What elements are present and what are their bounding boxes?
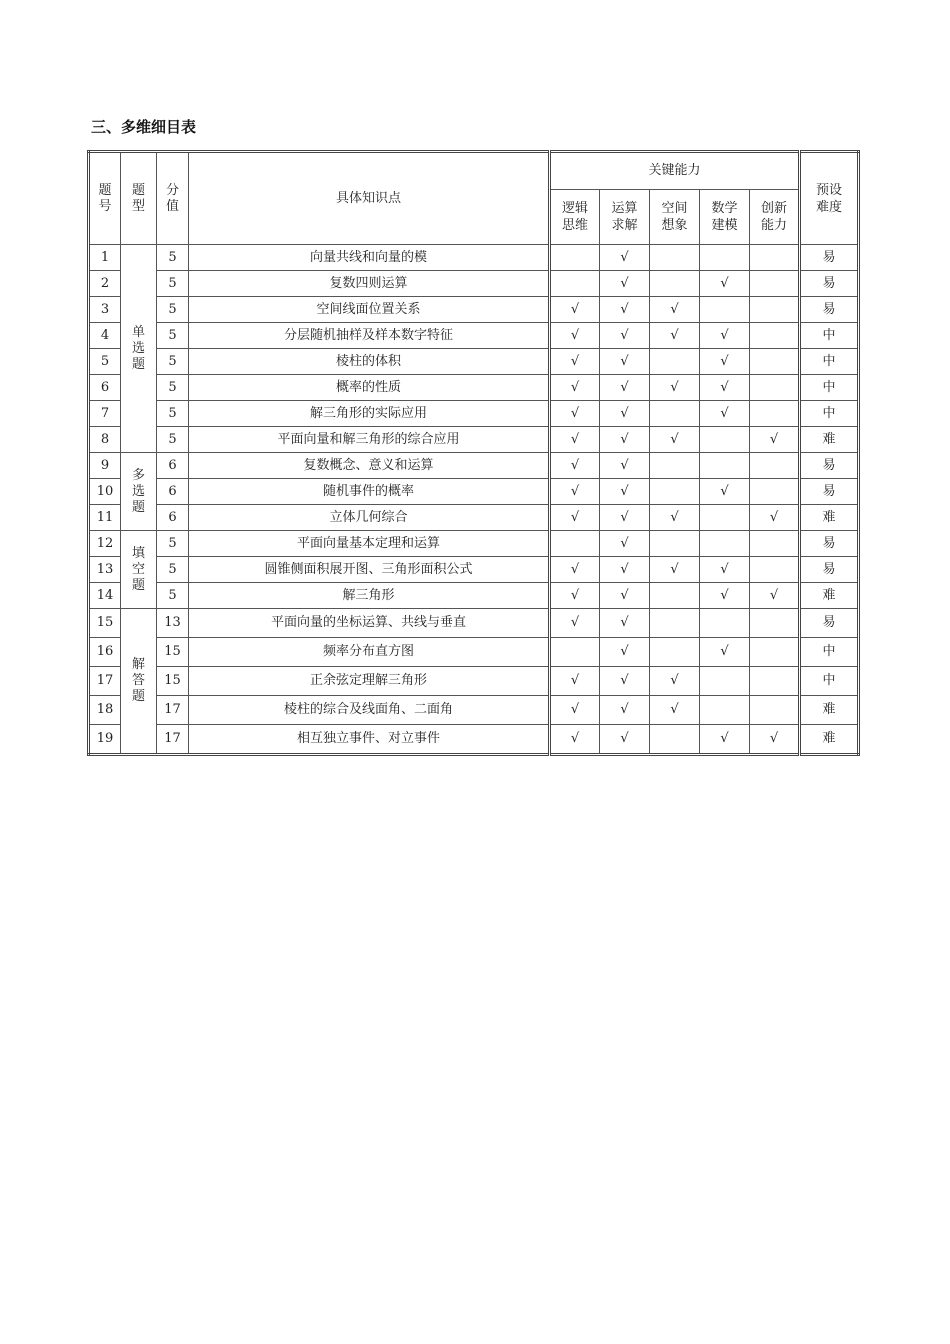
header-num: 题号 bbox=[89, 152, 121, 245]
header-ability: 运算求解 bbox=[600, 190, 650, 245]
question-number: 14 bbox=[89, 583, 121, 609]
score-value: 5 bbox=[157, 323, 189, 349]
ability-check bbox=[750, 271, 800, 297]
header-ability: 数学建模 bbox=[700, 190, 750, 245]
table-row bbox=[89, 349, 859, 375]
table-row bbox=[89, 667, 859, 696]
ability-check bbox=[750, 696, 800, 725]
ability-check: √ bbox=[550, 609, 600, 638]
ability-check bbox=[750, 297, 800, 323]
ability-check: √ bbox=[750, 427, 800, 453]
ability-check: √ bbox=[600, 297, 650, 323]
score-value: 6 bbox=[157, 479, 189, 505]
ability-check: √ bbox=[600, 375, 650, 401]
ability-check: √ bbox=[600, 583, 650, 609]
ability-check: √ bbox=[550, 427, 600, 453]
ability-check: √ bbox=[600, 531, 650, 557]
knowledge-point: 棱柱的综合及线面角、二面角 bbox=[189, 696, 550, 725]
question-number: 11 bbox=[89, 505, 121, 531]
ability-check bbox=[700, 245, 750, 271]
ability-check bbox=[750, 557, 800, 583]
ability-check bbox=[650, 271, 700, 297]
score-value: 5 bbox=[157, 401, 189, 427]
ability-check: √ bbox=[550, 505, 600, 531]
knowledge-point: 立体几何综合 bbox=[189, 505, 550, 531]
difficulty-level: 中 bbox=[800, 323, 859, 349]
question-type: 填空题 bbox=[121, 531, 157, 609]
ability-check: √ bbox=[650, 375, 700, 401]
ability-check bbox=[750, 453, 800, 479]
ability-check: √ bbox=[550, 725, 600, 755]
ability-check: √ bbox=[550, 349, 600, 375]
ability-check: √ bbox=[700, 401, 750, 427]
table-row bbox=[89, 401, 859, 427]
ability-check bbox=[550, 531, 600, 557]
difficulty-level: 难 bbox=[800, 505, 859, 531]
difficulty-level: 中 bbox=[800, 375, 859, 401]
difficulty-level: 难 bbox=[800, 696, 859, 725]
ability-check: √ bbox=[600, 271, 650, 297]
ability-check: √ bbox=[600, 557, 650, 583]
difficulty-level: 易 bbox=[800, 297, 859, 323]
difficulty-level: 易 bbox=[800, 245, 859, 271]
ability-check bbox=[650, 583, 700, 609]
question-number: 18 bbox=[89, 696, 121, 725]
score-value: 13 bbox=[157, 609, 189, 638]
header-score: 分值 bbox=[157, 152, 189, 245]
ability-check bbox=[650, 725, 700, 755]
score-value: 6 bbox=[157, 505, 189, 531]
question-number: 2 bbox=[89, 271, 121, 297]
ability-check: √ bbox=[550, 583, 600, 609]
difficulty-level: 中 bbox=[800, 349, 859, 375]
score-value: 5 bbox=[157, 245, 189, 271]
table-row bbox=[89, 479, 859, 505]
ability-check: √ bbox=[550, 667, 600, 696]
question-type: 单选题 bbox=[121, 245, 157, 453]
table-body bbox=[89, 152, 859, 755]
question-number: 13 bbox=[89, 557, 121, 583]
difficulty-level: 易 bbox=[800, 609, 859, 638]
difficulty-level: 难 bbox=[800, 725, 859, 755]
question-number: 3 bbox=[89, 297, 121, 323]
ability-check: √ bbox=[550, 375, 600, 401]
ability-check bbox=[650, 401, 700, 427]
question-number: 10 bbox=[89, 479, 121, 505]
knowledge-point: 空间线面位置关系 bbox=[189, 297, 550, 323]
ability-check: √ bbox=[600, 667, 650, 696]
ability-check: √ bbox=[650, 505, 700, 531]
ability-check: √ bbox=[550, 696, 600, 725]
score-value: 5 bbox=[157, 583, 189, 609]
ability-check: √ bbox=[600, 453, 650, 479]
knowledge-point: 棱柱的体积 bbox=[189, 349, 550, 375]
ability-check: √ bbox=[700, 638, 750, 667]
ability-check bbox=[750, 349, 800, 375]
score-value: 5 bbox=[157, 349, 189, 375]
table-row bbox=[89, 323, 859, 349]
knowledge-point: 平面向量和解三角形的综合应用 bbox=[189, 427, 550, 453]
ability-check: √ bbox=[700, 479, 750, 505]
table-row bbox=[89, 638, 859, 667]
knowledge-point: 解三角形的实际应用 bbox=[189, 401, 550, 427]
table-row bbox=[89, 297, 859, 323]
ability-check: √ bbox=[600, 427, 650, 453]
difficulty-level: 易 bbox=[800, 271, 859, 297]
question-number: 19 bbox=[89, 725, 121, 755]
score-value: 17 bbox=[157, 725, 189, 755]
knowledge-point: 圆锥侧面积展开图、三角形面积公式 bbox=[189, 557, 550, 583]
ability-check: √ bbox=[700, 349, 750, 375]
table-row bbox=[89, 609, 859, 638]
knowledge-point: 随机事件的概率 bbox=[189, 479, 550, 505]
ability-check: √ bbox=[550, 453, 600, 479]
table-row bbox=[89, 696, 859, 725]
ability-check bbox=[700, 609, 750, 638]
ability-check: √ bbox=[700, 271, 750, 297]
ability-check: √ bbox=[700, 375, 750, 401]
ability-check bbox=[700, 297, 750, 323]
score-value: 5 bbox=[157, 271, 189, 297]
ability-check: √ bbox=[700, 323, 750, 349]
header-knowledge: 具体知识点 bbox=[189, 152, 550, 245]
ability-check bbox=[750, 638, 800, 667]
question-number: 8 bbox=[89, 427, 121, 453]
question-type: 多选题 bbox=[121, 453, 157, 531]
table-row bbox=[89, 725, 859, 755]
ability-check bbox=[650, 479, 700, 505]
ability-check bbox=[700, 453, 750, 479]
ability-check bbox=[650, 531, 700, 557]
header-type: 题型 bbox=[121, 152, 157, 245]
ability-check: √ bbox=[650, 667, 700, 696]
difficulty-level: 易 bbox=[800, 531, 859, 557]
table-row bbox=[89, 583, 859, 609]
ability-check bbox=[700, 696, 750, 725]
ability-check bbox=[650, 638, 700, 667]
ability-check bbox=[650, 453, 700, 479]
ability-check bbox=[700, 667, 750, 696]
ability-check bbox=[700, 427, 750, 453]
ability-check bbox=[750, 401, 800, 427]
ability-check bbox=[750, 245, 800, 271]
section-title: 三、多维细目表 bbox=[91, 118, 197, 136]
difficulty-level: 中 bbox=[800, 667, 859, 696]
ability-check bbox=[700, 531, 750, 557]
ability-check: √ bbox=[600, 245, 650, 271]
knowledge-point: 正余弦定理解三角形 bbox=[189, 667, 550, 696]
score-value: 15 bbox=[157, 667, 189, 696]
difficulty-level: 易 bbox=[800, 479, 859, 505]
header-key-ability: 关键能力 bbox=[550, 152, 800, 190]
difficulty-level: 中 bbox=[800, 638, 859, 667]
table-row bbox=[89, 427, 859, 453]
difficulty-level: 易 bbox=[800, 557, 859, 583]
difficulty-level: 难 bbox=[800, 427, 859, 453]
header-difficulty: 预设难度 bbox=[800, 152, 859, 245]
score-value: 5 bbox=[157, 427, 189, 453]
score-value: 15 bbox=[157, 638, 189, 667]
knowledge-point: 平面向量基本定理和运算 bbox=[189, 531, 550, 557]
difficulty-level: 难 bbox=[800, 583, 859, 609]
ability-check: √ bbox=[600, 725, 650, 755]
knowledge-point: 复数四则运算 bbox=[189, 271, 550, 297]
ability-check: √ bbox=[650, 427, 700, 453]
question-number: 4 bbox=[89, 323, 121, 349]
table-row bbox=[89, 245, 859, 271]
question-number: 15 bbox=[89, 609, 121, 638]
ability-check: √ bbox=[600, 479, 650, 505]
question-number: 9 bbox=[89, 453, 121, 479]
question-type: 解答题 bbox=[121, 609, 157, 755]
table-row bbox=[89, 557, 859, 583]
ability-check: √ bbox=[650, 696, 700, 725]
ability-check: √ bbox=[650, 297, 700, 323]
ability-check: √ bbox=[600, 638, 650, 667]
score-value: 17 bbox=[157, 696, 189, 725]
ability-check: √ bbox=[650, 323, 700, 349]
ability-check: √ bbox=[550, 323, 600, 349]
ability-check bbox=[750, 531, 800, 557]
score-value: 5 bbox=[157, 375, 189, 401]
knowledge-point: 相互独立事件、对立事件 bbox=[189, 725, 550, 755]
ability-check bbox=[750, 667, 800, 696]
knowledge-point: 概率的性质 bbox=[189, 375, 550, 401]
ability-check: √ bbox=[550, 401, 600, 427]
ability-check: √ bbox=[600, 696, 650, 725]
ability-check bbox=[750, 323, 800, 349]
ability-check bbox=[550, 271, 600, 297]
knowledge-point: 解三角形 bbox=[189, 583, 550, 609]
question-number: 6 bbox=[89, 375, 121, 401]
header-ability: 空间想象 bbox=[650, 190, 700, 245]
ability-check bbox=[750, 479, 800, 505]
table-row bbox=[89, 531, 859, 557]
ability-check: √ bbox=[550, 557, 600, 583]
knowledge-point: 向量共线和向量的模 bbox=[189, 245, 550, 271]
header-ability: 创新能力 bbox=[750, 190, 800, 245]
knowledge-point: 频率分布直方图 bbox=[189, 638, 550, 667]
difficulty-level: 中 bbox=[800, 401, 859, 427]
ability-check bbox=[550, 638, 600, 667]
ability-check: √ bbox=[700, 583, 750, 609]
table-row bbox=[89, 271, 859, 297]
difficulty-level: 易 bbox=[800, 453, 859, 479]
knowledge-point: 分层随机抽样及样本数字特征 bbox=[189, 323, 550, 349]
question-number: 12 bbox=[89, 531, 121, 557]
knowledge-point: 平面向量的坐标运算、共线与垂直 bbox=[189, 609, 550, 638]
ability-check bbox=[550, 245, 600, 271]
ability-check bbox=[750, 375, 800, 401]
score-value: 5 bbox=[157, 557, 189, 583]
table-row bbox=[89, 375, 859, 401]
ability-check: √ bbox=[650, 557, 700, 583]
ability-check: √ bbox=[550, 297, 600, 323]
specification-table bbox=[87, 150, 860, 756]
score-value: 6 bbox=[157, 453, 189, 479]
knowledge-point: 复数概念、意义和运算 bbox=[189, 453, 550, 479]
question-number: 17 bbox=[89, 667, 121, 696]
header-ability: 逻辑思维 bbox=[550, 190, 600, 245]
ability-check: √ bbox=[750, 583, 800, 609]
score-value: 5 bbox=[157, 531, 189, 557]
ability-check: √ bbox=[600, 505, 650, 531]
question-number: 5 bbox=[89, 349, 121, 375]
ability-check: √ bbox=[750, 505, 800, 531]
ability-check: √ bbox=[600, 401, 650, 427]
ability-check bbox=[650, 245, 700, 271]
ability-check: √ bbox=[550, 479, 600, 505]
ability-check: √ bbox=[750, 725, 800, 755]
score-value: 5 bbox=[157, 297, 189, 323]
question-number: 7 bbox=[89, 401, 121, 427]
ability-check: √ bbox=[600, 323, 650, 349]
ability-check bbox=[700, 505, 750, 531]
question-number: 1 bbox=[89, 245, 121, 271]
table-row bbox=[89, 453, 859, 479]
table-row bbox=[89, 505, 859, 531]
ability-check: √ bbox=[600, 349, 650, 375]
ability-check bbox=[650, 349, 700, 375]
ability-check: √ bbox=[600, 609, 650, 638]
ability-check: √ bbox=[700, 557, 750, 583]
ability-check bbox=[750, 609, 800, 638]
ability-check: √ bbox=[700, 725, 750, 755]
question-number: 16 bbox=[89, 638, 121, 667]
ability-check bbox=[650, 609, 700, 638]
